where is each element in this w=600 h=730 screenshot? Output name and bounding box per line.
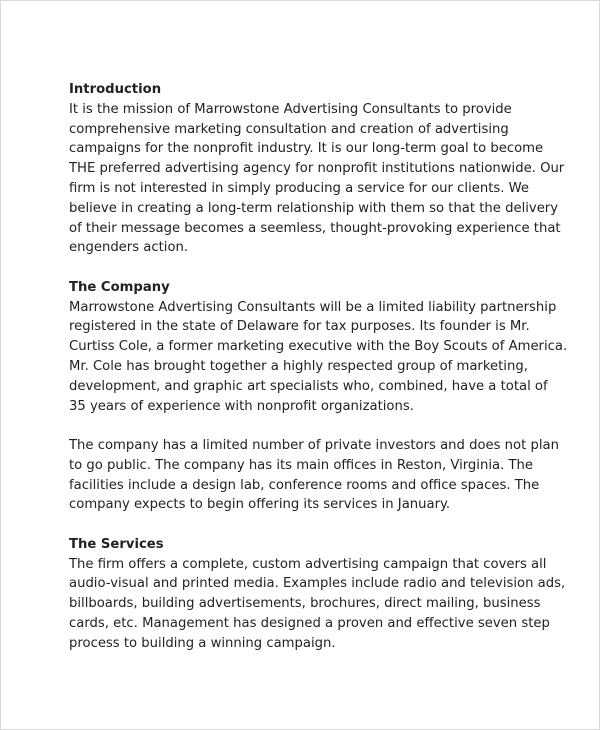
section-heading: The Services xyxy=(69,536,164,552)
text-line: development, and graphic art specialists who, combined, have a total of xyxy=(69,378,548,394)
text-line: cards, etc. Management has designed a proven and effective seven step xyxy=(69,615,550,631)
text-line: 35 years of experience with nonprofit organizations. xyxy=(69,398,414,414)
text-line: Mr. Cole has brought together a highly respected group of marketing, xyxy=(69,358,528,374)
paragraph-spacer xyxy=(69,515,549,535)
text-line: The company has a limited number of private investors and does not plan xyxy=(69,437,559,453)
paragraph-spacer xyxy=(69,416,549,436)
text-line: facilities include a design lab, conference rooms and office spaces. The xyxy=(69,477,540,493)
text-line: firm is not interested in simply producing a service for our clients. We xyxy=(69,180,530,196)
document-body xyxy=(69,80,568,654)
paragraph xyxy=(69,436,559,515)
paragraph xyxy=(69,555,566,654)
text-line: comprehensive marketing consultation and creation of advertising xyxy=(69,121,509,137)
text-line: of their message becomes a seemless, thought-provoking experience that xyxy=(69,220,561,236)
text-line: campaigns for the nonprofit industry. It is our long-term goal to become xyxy=(69,141,544,157)
paragraph-spacer xyxy=(69,258,549,278)
text-line: Curtiss Cole, a former marketing executive with the Boy Scouts of America. xyxy=(69,339,568,355)
text-line: THE preferred advertising agency for nonprofit institutions nationwide. Our xyxy=(69,161,565,177)
paragraph xyxy=(69,298,568,417)
section-introduction xyxy=(69,80,565,258)
text-line: billboards, building advertisements, brochures, direct mailing, business xyxy=(69,596,541,612)
text-line: company expects to begin offering its services in January. xyxy=(69,497,451,513)
paragraph xyxy=(69,100,565,258)
section-the-services xyxy=(69,535,566,654)
text-line: The firm offers a complete, custom advertising campaign that covers all xyxy=(69,556,547,572)
text-line: believe in creating a long-term relationship with them so that the delivery xyxy=(69,200,559,216)
text-line: registered in the state of Delaware for tax purposes. Its founder is Mr. xyxy=(69,319,530,335)
section-the-company xyxy=(69,278,568,515)
section-heading: Introduction xyxy=(69,82,162,97)
text-line: Marrowstone Advertising Consultants will be a limited liability partnership xyxy=(69,299,557,315)
text-line: audio-visual and printed media. Examples include radio and television ads, xyxy=(69,576,566,592)
text-line: engenders action. xyxy=(69,240,189,256)
text-line: to go public. The company has its main offices in Reston, Virginia. The xyxy=(69,457,533,473)
text-line: process to building a winning campaign. xyxy=(69,635,336,651)
text-line: It is the mission of Marrowstone Advertising Consultants to provide xyxy=(69,101,512,117)
section-heading: The Company xyxy=(69,279,170,295)
